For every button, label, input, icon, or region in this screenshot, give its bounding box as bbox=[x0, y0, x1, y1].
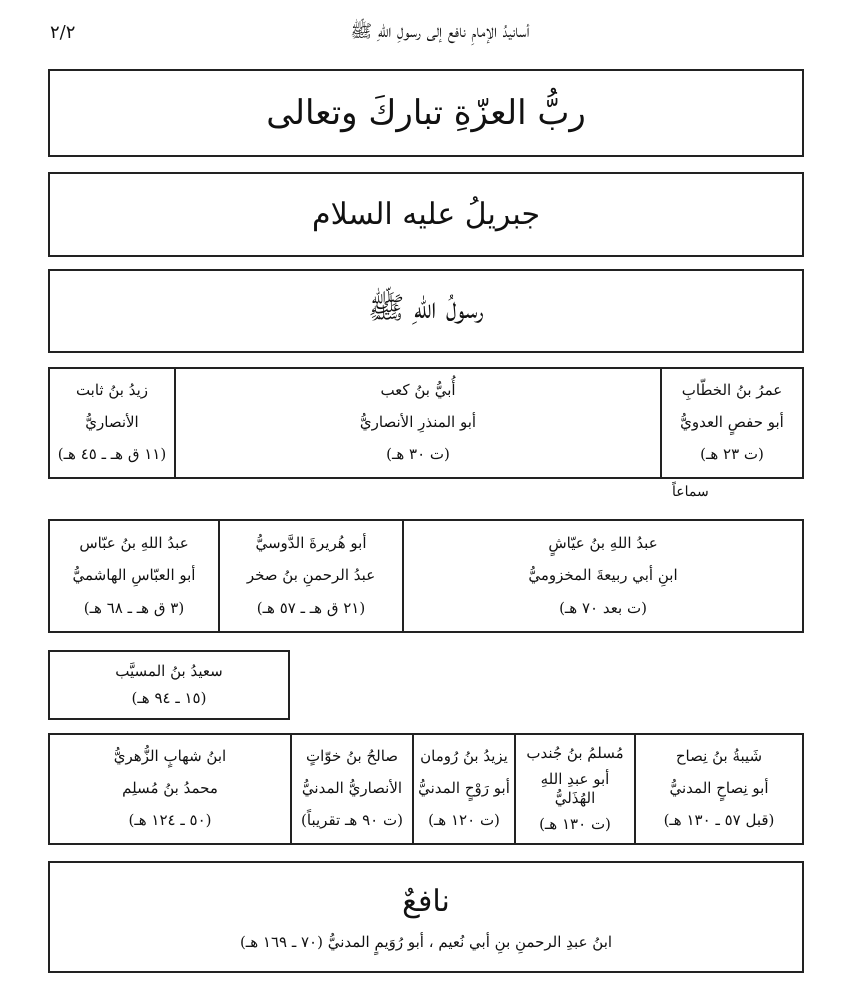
box-jibril-text: جبريلُ عليه السلام bbox=[312, 197, 540, 232]
teacher-kunya: الأنصاريُّ المدنيُّ bbox=[301, 779, 403, 798]
companion-name: عمرُ بنُ الخطّابِ bbox=[681, 381, 783, 400]
teacher-name: يزيدُ بنُ رُومان bbox=[420, 747, 508, 766]
narrator-ibn-abbas bbox=[50, 521, 218, 631]
narrator-saeed bbox=[50, 652, 288, 718]
teacher-shayba bbox=[636, 735, 802, 843]
teacher-muslim bbox=[516, 735, 636, 843]
companion-zayd bbox=[50, 369, 174, 477]
companion-kunya: أبو حفصٍ العدويُّ bbox=[680, 413, 784, 432]
companion-name: أُبيُّ بنُ كعب bbox=[380, 381, 456, 400]
teacher-salih bbox=[290, 735, 414, 843]
teacher-name: ابنُ شهابٍ الزُّهريُّ bbox=[113, 747, 227, 766]
narrator-kunya: عبدُ الرحمنِ بنُ صخر bbox=[246, 566, 376, 585]
companions-row bbox=[48, 367, 804, 479]
teacher-name: شَيبةُ بنُ نِصاح bbox=[675, 747, 763, 766]
tabiin-row bbox=[48, 519, 804, 633]
box-nafi bbox=[48, 861, 804, 973]
narrator-name: سعيدُ بنُ المسيَّب bbox=[115, 661, 223, 680]
narrator-name: عبدُ اللهِ بنُ عيّاشٍ bbox=[548, 533, 658, 552]
page-title: أسانيدُ الإمامِ نافع إلى رسولِ اللهِ ﷺ bbox=[350, 21, 530, 42]
box-lord-text: ربُّ العزّةِ تباركَ وتعالى bbox=[266, 93, 586, 133]
teacher-kunya: أبو عبدِ اللهِ الهُذَليُّ bbox=[540, 769, 610, 807]
page-number: ٢/٢ bbox=[50, 22, 76, 43]
box-jibril bbox=[48, 172, 804, 257]
narrator-dates: (٣ ق هـ ـ ٦٨ هـ) bbox=[83, 598, 185, 617]
transmission-note: سماعاً bbox=[672, 484, 709, 500]
narrator-ibn-ayyash bbox=[404, 521, 802, 631]
teacher-dates: (ت ١٣٠ هـ) bbox=[539, 814, 611, 833]
companion-dates: (ت ٣٠ هـ) bbox=[386, 445, 450, 464]
box-prophet-text: رسولُ اللهِ ﷺ bbox=[368, 290, 484, 326]
teachers-row bbox=[48, 733, 804, 845]
teacher-dates: (٥٠ ـ ١٢٤ هـ) bbox=[128, 811, 212, 830]
narrator-name: أبو هُريرةَ الدَّوسيُّ bbox=[255, 533, 367, 552]
teacher-kunya: أبو نِصاحٍ المدنيُّ bbox=[669, 779, 769, 798]
companion-dates: (ت ٢٣ هـ) bbox=[700, 445, 764, 464]
box-lord bbox=[48, 69, 804, 157]
narrator-dates: (٢١ ق هـ ـ ٥٧ هـ) bbox=[256, 598, 366, 617]
nafi-name: نافعٌ bbox=[402, 883, 450, 919]
teacher-kunya: محمدُ بنُ مُسلِم bbox=[122, 779, 218, 798]
companion-kunya: الأنصاريُّ bbox=[85, 413, 139, 432]
companion-dates: (١١ ق هـ ـ ٤٥ هـ) bbox=[57, 445, 167, 464]
teacher-dates: (ت ٩٠ هـ تقريباً) bbox=[301, 811, 403, 830]
teacher-dates: (قبل ٥٧ ـ ١٣٠ هـ) bbox=[663, 811, 775, 830]
teacher-name: صالحُ بنُ خوّاتٍ bbox=[306, 747, 398, 766]
teacher-name: مُسلمُ بنُ جُندب bbox=[526, 744, 624, 762]
narrator-dates: (١٥ ـ ٩٤ هـ) bbox=[131, 688, 207, 707]
companion-umar bbox=[662, 369, 802, 477]
teacher-kunya: أبو رَوْحٍ المدنيُّ bbox=[418, 779, 510, 798]
companion-kunya: أبو المنذرِ الأنصاريُّ bbox=[359, 413, 477, 432]
narrator-abu-hurayra bbox=[218, 521, 404, 631]
narrator-kunya: أبو العبّاسِ الهاشميُّ bbox=[72, 566, 196, 585]
nafi-description: ابنُ عبدِ الرحمنِ بنِ أبي نُعيم ، أبو رُوَيمٍ المدنيُّ (٧٠ ـ ١٦٩ هـ) bbox=[239, 932, 613, 951]
companion-name: زيدُ بنُ ثابت bbox=[75, 381, 149, 400]
box-saeed bbox=[48, 650, 290, 720]
teacher-zuhri bbox=[50, 735, 290, 843]
narrator-dates: (ت بعد ٧٠ هـ) bbox=[559, 598, 647, 617]
teacher-yazid bbox=[414, 735, 516, 843]
teacher-dates: (ت ١٢٠ هـ) bbox=[428, 811, 500, 830]
companion-ubayy bbox=[174, 369, 662, 477]
box-prophet bbox=[48, 269, 804, 353]
narrator-name: عبدُ اللهِ بنُ عبّاس bbox=[79, 533, 189, 552]
narrator-kunya: ابنِ أبي ربيعةَ المخزوميُّ bbox=[528, 566, 678, 585]
